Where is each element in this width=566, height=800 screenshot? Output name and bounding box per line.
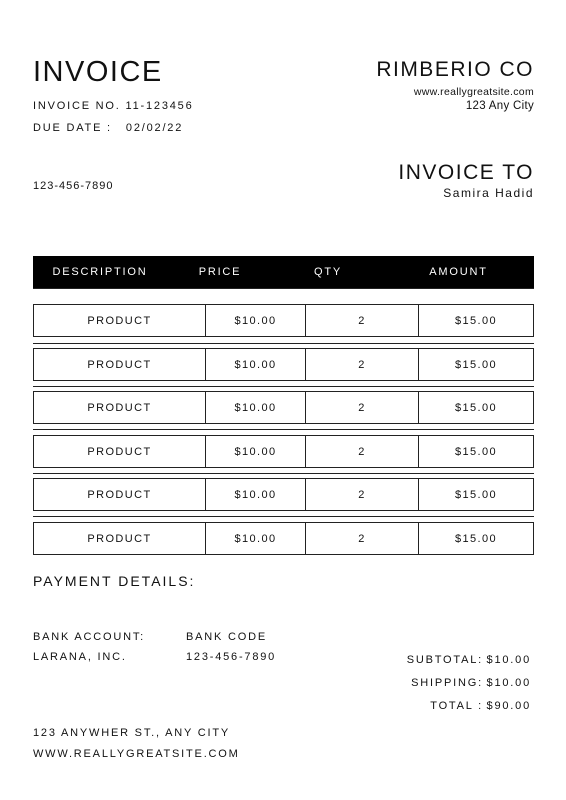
cell-amount: $15.00 [454, 358, 498, 371]
subtotal-label: SUBTOTAL: [406, 654, 483, 666]
due-date [33, 122, 183, 134]
total-value: $90.00 [486, 700, 531, 712]
cell-qty: 2 [306, 436, 419, 467]
client-name: Samira Hadid [443, 186, 534, 200]
cell-description: PRODUCT [34, 305, 206, 336]
table-divider [33, 473, 534, 474]
column-header-qty: QTY [313, 266, 342, 278]
company-city: 123 Any City [465, 100, 534, 112]
bank-account-label: BANK ACCOUNT: [33, 631, 146, 643]
due-date-label: DUE DATE : [33, 122, 112, 134]
invoice-title: INVOICE [33, 56, 163, 88]
cell-price: $10.00 [206, 392, 306, 423]
cell-description: PRODUCT [34, 479, 206, 510]
cell-qty: 2 [306, 349, 419, 380]
company-website: www.reallygreatsite.com [413, 86, 534, 98]
footer-website: WWW.REALLYGREATSITE.COM [33, 748, 240, 760]
cell-qty: 2 [306, 392, 419, 423]
cell-amount: $15.00 [454, 488, 498, 501]
cell-price: $10.00 [206, 479, 306, 510]
due-date-value: 02/02/22 [125, 122, 184, 134]
cell-amount: $15.00 [454, 445, 498, 458]
bank-account-value: LARANA, INC. [33, 651, 127, 663]
cell-price: $10.00 [206, 305, 306, 336]
company-name: RIMBERIO CO [376, 58, 534, 81]
cell-price: $10.00 [206, 523, 306, 554]
cell-description: PRODUCT [34, 523, 206, 554]
total-label: TOTAL : [430, 700, 483, 712]
table-divider [33, 288, 534, 289]
column-header-amount: AMOUNT [429, 266, 488, 278]
phone-number: 123-456-7890 [33, 180, 114, 192]
table-divider [33, 429, 534, 430]
invoice-to-heading: INVOICE TO [398, 161, 534, 184]
cell-description: PRODUCT [34, 392, 206, 423]
column-header-description: DESCRIPTION [52, 266, 148, 278]
column-header-price: PRICE [198, 266, 242, 278]
cell-price: $10.00 [206, 436, 306, 467]
table-row [33, 478, 534, 511]
table-divider [33, 516, 534, 517]
table-row [33, 435, 534, 468]
cell-description: PRODUCT [34, 436, 206, 467]
bank-code-value: 123-456-7890 [186, 651, 277, 663]
cell-amount: $15.00 [454, 314, 498, 327]
table-divider [33, 343, 534, 344]
cell-qty: 2 [306, 479, 419, 510]
footer-address: 123 ANYWHER ST., ANY CITY [33, 727, 231, 739]
cell-qty: 2 [306, 523, 419, 554]
cell-amount: $15.00 [454, 532, 498, 545]
cell-price: $10.00 [206, 349, 306, 380]
table-header [33, 256, 534, 288]
cell-description: PRODUCT [34, 349, 206, 380]
table-row [33, 348, 534, 381]
bank-code-label: BANK CODE [186, 631, 267, 643]
table-divider [33, 386, 534, 387]
cell-amount: $15.00 [454, 401, 498, 414]
payment-details-heading: PAYMENT DETAILS: [33, 573, 196, 589]
subtotal-value: $10.00 [486, 654, 531, 666]
table-row [33, 391, 534, 424]
shipping-value: $10.00 [486, 677, 531, 689]
cell-qty: 2 [306, 305, 419, 336]
invoice-number: INVOICE NO. 11-123456 [33, 100, 194, 112]
table-row [33, 304, 534, 337]
table-row [33, 522, 534, 555]
shipping-label: SHIPPING: [411, 677, 483, 689]
